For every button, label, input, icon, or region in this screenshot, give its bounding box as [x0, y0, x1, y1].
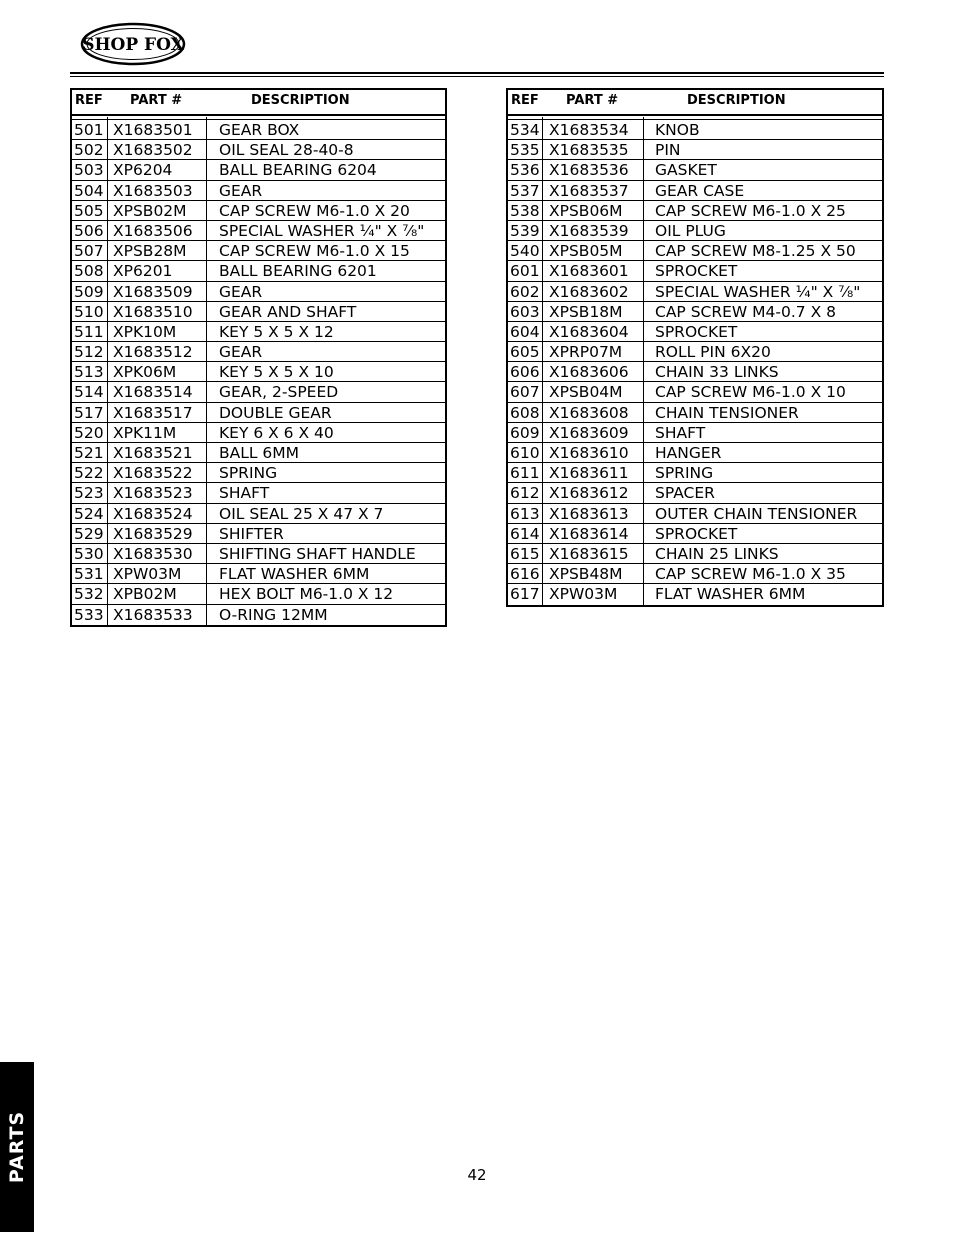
ref-cell: 537: [510, 181, 540, 200]
table-row: [72, 382, 445, 402]
table-row: [508, 504, 882, 524]
table-row: [72, 322, 445, 342]
column-divider: [107, 117, 108, 625]
table-row: [72, 261, 445, 281]
ref-cell: 504: [74, 181, 104, 200]
description-cell: CHAIN 33 LINKS: [655, 363, 779, 382]
part-number-cell: XPK10M: [113, 322, 177, 341]
description-cell: GEAR BOX: [219, 121, 300, 139]
ref-cell: 502: [74, 141, 104, 160]
table-row: [72, 524, 445, 544]
table-row: [72, 302, 445, 322]
ref-cell: 536: [510, 161, 540, 180]
part-number-cell: X1683613: [549, 504, 629, 523]
table-row: [72, 201, 445, 221]
ref-cell: 534: [510, 121, 540, 139]
description-cell: OIL SEAL 28-40-8: [219, 141, 354, 160]
description-cell: HEX BOLT M6-1.0 X 12: [219, 585, 394, 604]
table-row: [508, 160, 882, 180]
table-row: [508, 423, 882, 443]
description-cell: GEAR, 2-SPEED: [219, 383, 339, 402]
ref-cell: 602: [510, 282, 540, 301]
ref-cell: 530: [74, 544, 104, 563]
part-number-cell: X1683615: [549, 544, 629, 563]
ref-cell: 529: [74, 524, 104, 543]
description-cell: ROLL PIN 6X20: [655, 343, 771, 362]
header-part: PART #: [566, 93, 619, 108]
part-number-cell: X1683609: [549, 423, 629, 442]
table-row: [72, 504, 445, 524]
part-number-cell: XPSB18M: [549, 302, 623, 321]
parts-table-left: [70, 88, 447, 627]
part-number-cell: X1683537: [549, 181, 629, 200]
part-number-cell: X1683533: [113, 605, 193, 624]
part-number-cell: X1683602: [549, 282, 629, 301]
description-cell: HANGER: [655, 444, 722, 462]
part-number-cell: X1683604: [549, 322, 629, 341]
description-cell: BALL 6MM: [219, 444, 300, 462]
table-row: [508, 544, 882, 564]
ref-cell: 535: [510, 141, 540, 160]
part-number-cell: X1683523: [113, 484, 193, 503]
part-number-cell: X1683608: [549, 403, 629, 422]
table-row: [72, 241, 445, 261]
table-header: [508, 90, 882, 116]
table-row: [508, 443, 882, 463]
table-row: [508, 181, 882, 201]
description-cell: OUTER CHAIN TENSIONER: [655, 504, 858, 523]
part-number-cell: X1683601: [549, 262, 629, 281]
part-number-cell: X1683536: [549, 161, 629, 180]
part-number-cell: XPK06M: [113, 363, 177, 382]
ref-cell: 607: [510, 383, 540, 402]
ref-cell: 606: [510, 363, 540, 382]
description-cell: FLAT WASHER 6MM: [219, 565, 370, 584]
table-row: [72, 483, 445, 503]
description-cell: SPRING: [219, 464, 278, 483]
ref-cell: 503: [74, 161, 104, 180]
part-number-cell: XPK11M: [113, 423, 177, 442]
description-cell: GASKET: [655, 161, 717, 180]
description-cell: SHAFT: [655, 423, 706, 442]
shop-fox-logo: [80, 22, 186, 66]
table-row: [72, 362, 445, 382]
ref-cell: 605: [510, 343, 540, 362]
table-row: [508, 584, 882, 604]
part-number-cell: X1683509: [113, 282, 193, 301]
table-row: [72, 120, 445, 140]
part-number-cell: X1683539: [549, 221, 629, 240]
ref-cell: 614: [510, 524, 540, 543]
part-number-cell: XPSB05M: [549, 242, 623, 261]
table-row: [72, 605, 445, 625]
ref-cell: 540: [510, 242, 540, 261]
table-row: [508, 382, 882, 402]
ref-cell: 513: [74, 363, 104, 382]
description-cell: SPROCKET: [655, 524, 738, 543]
page-number: 42: [467, 1166, 487, 1184]
part-number-cell: XPSB04M: [549, 383, 623, 402]
table-row: [508, 463, 882, 483]
table-row: [508, 524, 882, 544]
table-row: [508, 342, 882, 362]
table-row: [72, 181, 445, 201]
part-number-cell: X1683614: [549, 524, 629, 543]
description-cell: SHIFTING SHAFT HANDLE: [219, 544, 416, 563]
description-cell: SPECIAL WASHER ¹⁄₄" X ⁷⁄₈": [655, 282, 861, 301]
table-row: [508, 403, 882, 423]
description-cell: OIL SEAL 25 X 47 X 7: [219, 504, 384, 523]
part-number-cell: X1683503: [113, 181, 193, 200]
ref-cell: 611: [510, 464, 540, 483]
table-row: [508, 120, 882, 140]
description-cell: KEY 5 X 5 X 10: [219, 363, 334, 382]
description-cell: SPACER: [655, 484, 715, 503]
ref-cell: 539: [510, 221, 540, 240]
column-divider: [643, 117, 644, 605]
part-number-cell: X1683502: [113, 141, 193, 160]
ref-cell: 512: [74, 343, 104, 362]
description-cell: KEY 6 X 6 X 40: [219, 423, 334, 442]
table-row: [508, 261, 882, 281]
header-ref: REF: [75, 93, 103, 108]
description-cell: GEAR: [219, 181, 263, 200]
svg-text:SHOP FOX: SHOP FOX: [82, 35, 184, 55]
ref-cell: 523: [74, 484, 104, 503]
part-number-cell: X1683501: [113, 121, 193, 139]
section-tab-parts: [0, 1062, 34, 1232]
description-cell: GEAR: [219, 282, 263, 301]
description-cell: OIL PLUG: [655, 221, 726, 240]
description-cell: KNOB: [655, 121, 700, 139]
part-number-cell: X1683521: [113, 444, 193, 462]
ref-cell: 615: [510, 544, 540, 563]
description-cell: GEAR CASE: [655, 181, 745, 200]
ref-cell: 511: [74, 322, 104, 341]
ref-cell: 603: [510, 302, 540, 321]
part-number-cell: X1683611: [549, 464, 629, 483]
part-number-cell: XPSB48M: [549, 565, 623, 584]
part-number-cell: XPRP07M: [549, 343, 623, 362]
part-number-cell: XPSB28M: [113, 242, 187, 261]
ref-cell: 514: [74, 383, 104, 402]
header-description: DESCRIPTION: [251, 93, 350, 108]
parts-table-right: [506, 88, 884, 607]
table-row: [72, 140, 445, 160]
description-cell: CAP SCREW M6-1.0 X 10: [655, 383, 846, 402]
table-body: [72, 120, 445, 625]
ref-cell: 616: [510, 565, 540, 584]
header-ref: REF: [511, 93, 539, 108]
description-cell: SHAFT: [219, 484, 270, 503]
ref-cell: 610: [510, 444, 540, 462]
ref-cell: 532: [74, 585, 104, 604]
table-row: [72, 160, 445, 180]
description-cell: DOUBLE GEAR: [219, 403, 332, 422]
ref-cell: 608: [510, 403, 540, 422]
table-row: [508, 140, 882, 160]
table-row: [72, 584, 445, 604]
table-row: [72, 544, 445, 564]
part-number-cell: X1683506: [113, 221, 193, 240]
description-cell: CHAIN TENSIONER: [655, 403, 799, 422]
table-row: [72, 463, 445, 483]
description-cell: CAP SCREW M6-1.0 X 20: [219, 201, 410, 220]
part-number-cell: XPW03M: [549, 585, 618, 604]
ref-cell: 604: [510, 322, 540, 341]
description-cell: CHAIN 25 LINKS: [655, 544, 779, 563]
description-cell: SHIFTER: [219, 524, 284, 543]
part-number-cell: XPW03M: [113, 565, 182, 584]
table-row: [72, 221, 445, 241]
description-cell: CAP SCREW M8-1.25 X 50: [655, 242, 856, 261]
description-cell: PIN: [655, 141, 681, 160]
part-number-cell: XPSB02M: [113, 201, 187, 220]
description-cell: BALL BEARING 6201: [219, 262, 377, 281]
part-number-cell: XPSB06M: [549, 201, 623, 220]
table-row: [508, 241, 882, 261]
part-number-cell: XP6204: [113, 161, 173, 180]
part-number-cell: X1683612: [549, 484, 629, 503]
description-cell: BALL BEARING 6204: [219, 161, 377, 180]
table-row: [508, 221, 882, 241]
part-number-cell: X1683606: [549, 363, 629, 382]
part-number-cell: X1683530: [113, 544, 193, 563]
ref-cell: 522: [74, 464, 104, 483]
part-number-cell: XPB02M: [113, 585, 177, 604]
description-cell: SPROCKET: [655, 262, 738, 281]
ref-cell: 507: [74, 242, 104, 261]
description-cell: SPECIAL WASHER ¹⁄₄" X ⁷⁄₈": [219, 221, 425, 240]
ref-cell: 508: [74, 262, 104, 281]
ref-cell: 533: [74, 605, 104, 624]
part-number-cell: X1683517: [113, 403, 193, 422]
column-divider: [206, 117, 207, 625]
table-row: [508, 362, 882, 382]
header-rule-thick: [70, 72, 884, 74]
table-row: [508, 302, 882, 322]
header-part: PART #: [130, 93, 183, 108]
table-row: [508, 282, 882, 302]
header-rule-thin: [70, 76, 884, 77]
part-number-cell: X1683510: [113, 302, 193, 321]
table-row: [72, 443, 445, 463]
ref-cell: 609: [510, 423, 540, 442]
table-row: [72, 342, 445, 362]
part-number-cell: X1683535: [549, 141, 629, 160]
ref-cell: 520: [74, 423, 104, 442]
description-cell: CAP SCREW M6-1.0 X 15: [219, 242, 410, 261]
ref-cell: 601: [510, 262, 540, 281]
ref-cell: 617: [510, 585, 540, 604]
section-tab-label: PARTS: [6, 1110, 28, 1184]
table-header: [72, 90, 445, 116]
table-row: [508, 201, 882, 221]
table-row: [72, 282, 445, 302]
ref-cell: 517: [74, 403, 104, 422]
ref-cell: 509: [74, 282, 104, 301]
table-row: [508, 564, 882, 584]
part-number-cell: X1683529: [113, 524, 193, 543]
description-cell: FLAT WASHER 6MM: [655, 585, 806, 604]
header-description: DESCRIPTION: [687, 93, 786, 108]
ref-cell: 524: [74, 504, 104, 523]
description-cell: CAP SCREW M6-1.0 X 25: [655, 201, 846, 220]
table-row: [508, 322, 882, 342]
description-cell: KEY 5 X 5 X 12: [219, 322, 334, 341]
ref-cell: 613: [510, 504, 540, 523]
part-number-cell: X1683514: [113, 383, 193, 402]
table-row: [72, 564, 445, 584]
part-number-cell: X1683512: [113, 343, 193, 362]
part-number-cell: XP6201: [113, 262, 173, 281]
column-divider: [542, 117, 543, 605]
ref-cell: 521: [74, 444, 104, 462]
description-cell: CAP SCREW M4-0.7 X 8: [655, 302, 836, 321]
description-cell: SPROCKET: [655, 322, 738, 341]
ref-cell: 538: [510, 201, 540, 220]
description-cell: O-RING 12MM: [219, 605, 328, 624]
description-cell: GEAR AND SHAFT: [219, 302, 357, 321]
description-cell: CAP SCREW M6-1.0 X 35: [655, 565, 846, 584]
description-cell: GEAR: [219, 343, 263, 362]
table-body: [508, 120, 882, 605]
table-row: [508, 483, 882, 503]
table-row: [72, 423, 445, 443]
ref-cell: 612: [510, 484, 540, 503]
part-number-cell: X1683524: [113, 504, 193, 523]
part-number-cell: X1683534: [549, 121, 629, 139]
description-cell: SPRING: [655, 464, 714, 483]
ref-cell: 506: [74, 221, 104, 240]
table-row: [72, 403, 445, 423]
part-number-cell: X1683610: [549, 444, 629, 462]
ref-cell: 501: [74, 121, 104, 139]
part-number-cell: X1683522: [113, 464, 193, 483]
ref-cell: 510: [74, 302, 104, 321]
ref-cell: 505: [74, 201, 104, 220]
ref-cell: 531: [74, 565, 104, 584]
